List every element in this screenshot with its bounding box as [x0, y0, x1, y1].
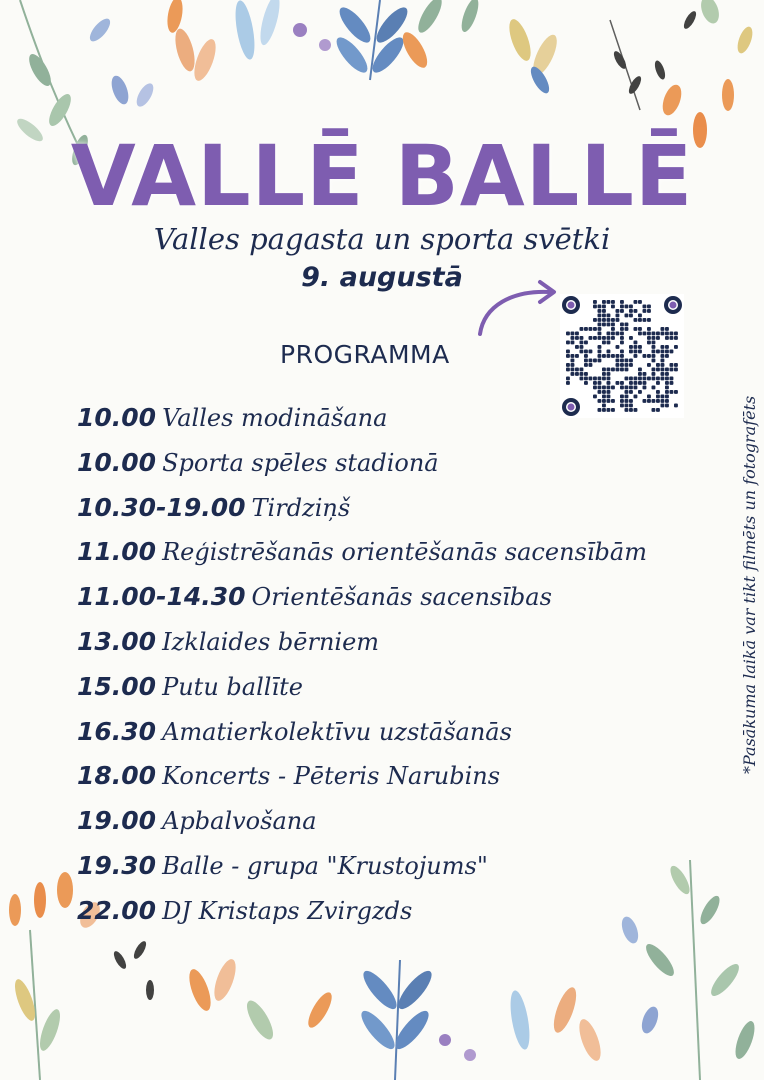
- program-event: Reģistrēšanās orientēšanās sacensībām: [162, 538, 647, 567]
- program-time: 10.00: [77, 447, 157, 477]
- program-event: Orientēšanās sacensības: [251, 583, 552, 612]
- program-event: Balle - grupa "Krustojums": [162, 851, 488, 880]
- program-item: [77, 891, 647, 936]
- program-time: 10.00: [77, 403, 157, 432]
- program-event: Apbalvošana: [162, 807, 317, 836]
- program-time: 11.00: [77, 537, 157, 567]
- program-time: 22.00: [77, 895, 157, 925]
- program-heading: PROGRAMMA: [280, 340, 450, 369]
- event-subtitle: Valles pagasta un sporta svētki: [153, 222, 611, 256]
- program-item: [77, 532, 647, 577]
- event-date: 9. augustā: [301, 262, 463, 293]
- program-time: 13.00: [77, 626, 157, 656]
- program-event: DJ Kristaps Zvirgzds: [162, 896, 413, 925]
- program-time: 15.00: [77, 671, 157, 701]
- program-item: [77, 667, 647, 712]
- program-item: [77, 398, 647, 443]
- program-item: [77, 622, 647, 667]
- program-event: Putu ballīte: [162, 672, 303, 701]
- program-item: [77, 846, 647, 891]
- program-event: Koncerts - Pēteris Narubins: [162, 762, 501, 791]
- program-item: [77, 756, 647, 801]
- program-time: 18.00: [77, 761, 157, 791]
- program-item: [77, 577, 647, 622]
- program-item: [77, 712, 647, 757]
- program-item: [77, 488, 647, 533]
- program-event: Amatierkolektīvu uzstāšanās: [162, 717, 512, 746]
- program-time: 19.30: [77, 850, 157, 880]
- program-event: Sporta spēles stadionā: [162, 448, 439, 477]
- filming-notice: [738, 318, 764, 778]
- program-event: Valles modināšana: [162, 404, 388, 432]
- program-list: [77, 398, 647, 936]
- program-item: [77, 801, 647, 846]
- program-event: Izklaides bērniem: [162, 627, 380, 656]
- program-time: 19.00: [77, 806, 157, 836]
- event-title: VALLĒ BALLĒ: [70, 127, 694, 225]
- program-time: 16.30: [77, 716, 157, 746]
- program-event: Tirdziņš: [251, 493, 351, 522]
- filming-notice-text: *Pasākuma laikā var tikt filmēts un fotografēts: [740, 395, 759, 774]
- program-time: 10.30-19.00: [77, 492, 246, 522]
- curved-arrow-icon: [472, 276, 562, 338]
- program-time: 11.00-14.30: [77, 582, 246, 612]
- program-item: [77, 443, 647, 488]
